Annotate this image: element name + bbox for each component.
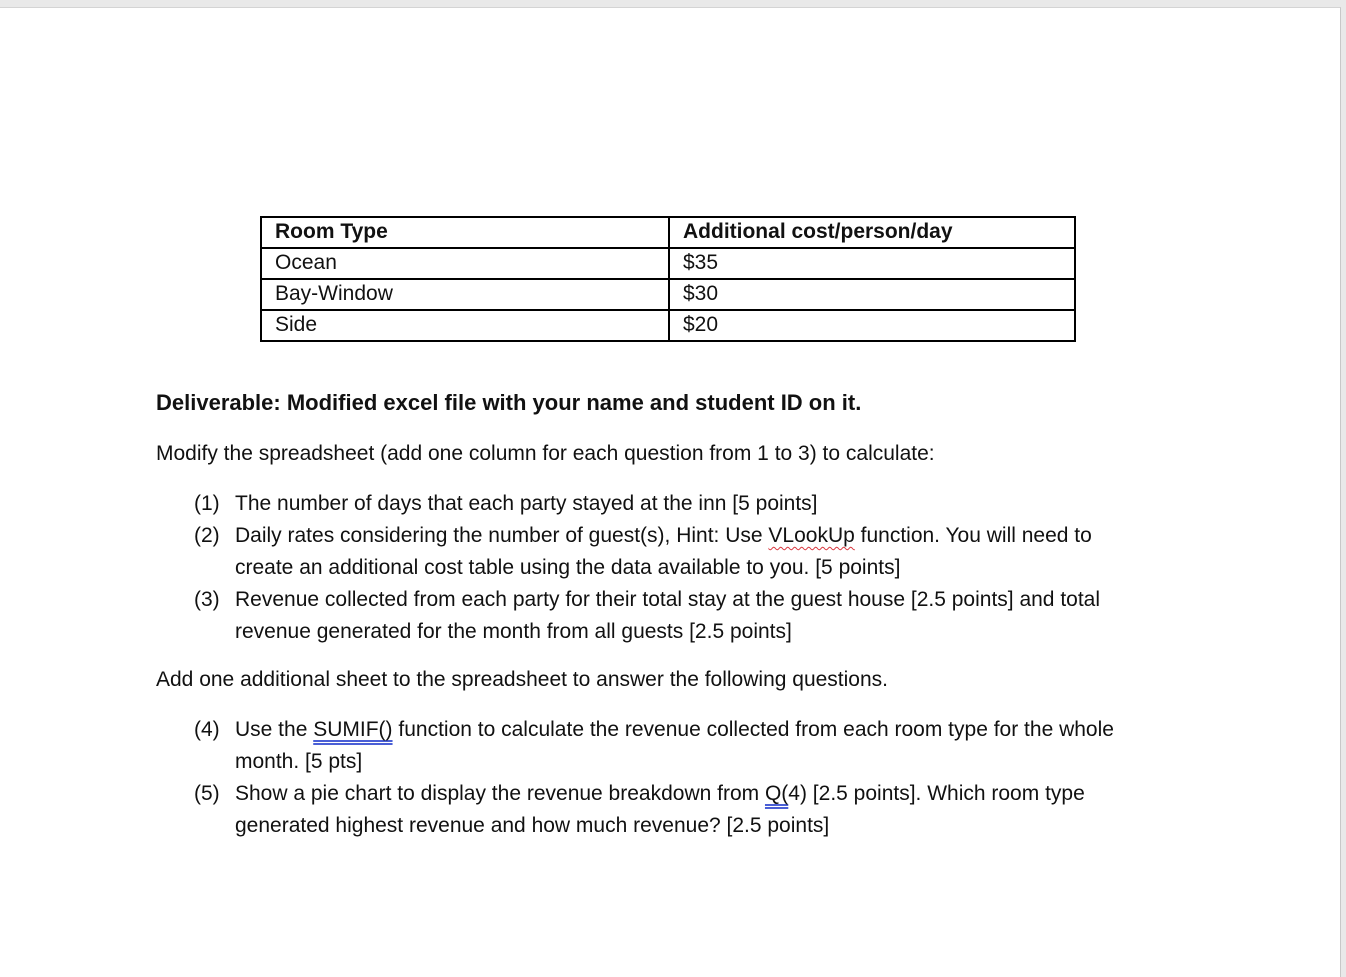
intro-paragraph: Modify the spreadsheet (add one column for each question from 1 to 3) to calculate: bbox=[156, 442, 935, 465]
question-list-part-1 bbox=[194, 488, 1194, 648]
room-type-cell: Ocean bbox=[261, 248, 669, 279]
text-fragment: function to calculate the revenue collected from each room type for the whole bbox=[392, 718, 1114, 741]
text-fragment: 4) [2.5 points]. Which room type bbox=[788, 782, 1085, 805]
deliverable-heading: Deliverable: Modified excel file with your name and student ID on it. bbox=[156, 390, 862, 415]
question-text-line-1 bbox=[235, 714, 1194, 746]
question-4 bbox=[194, 714, 1194, 778]
text-fragment: Daily rates considering the number of guest(s), Hint: Use bbox=[235, 524, 769, 547]
question-2 bbox=[194, 520, 1194, 584]
question-text-line-2: revenue generated for the month from all guests [2.5 points] bbox=[235, 620, 792, 643]
text-fragment: function. You will need to bbox=[854, 524, 1092, 547]
question-3 bbox=[194, 584, 1194, 648]
document-page bbox=[0, 7, 1341, 977]
question-number: (2) bbox=[194, 524, 220, 547]
question-text-line-2: month. [5 pts] bbox=[235, 750, 363, 773]
text-fragment: Show a pie chart to display the revenue breakdown from bbox=[235, 782, 765, 805]
header-additional-cost: Additional cost/person/day bbox=[669, 217, 1075, 248]
table-row bbox=[261, 310, 1075, 341]
additional-sheet-paragraph: Add one additional sheet to the spreadsheet to answer the following questions. bbox=[156, 668, 888, 691]
cost-cell: $20 bbox=[669, 310, 1075, 341]
question-text-line-1 bbox=[235, 520, 1194, 552]
table-header-row bbox=[261, 217, 1075, 248]
question-text-line-2: generated highest revenue and how much revenue? [2.5 points] bbox=[235, 814, 830, 837]
table-row bbox=[261, 279, 1075, 310]
room-type-cell: Side bbox=[261, 310, 669, 341]
question-text-line-1: Revenue collected from each party for their total stay at the guest house [2.5 points] and total bbox=[235, 588, 1101, 611]
text-fragment: Use the bbox=[235, 718, 314, 741]
question-1 bbox=[194, 488, 1194, 520]
grammar-flagged-word: SUMIF() bbox=[313, 718, 393, 741]
question-5 bbox=[194, 778, 1194, 842]
cost-cell: $30 bbox=[669, 279, 1075, 310]
question-list-part-2 bbox=[194, 714, 1194, 842]
question-text-line-2: create an additional cost table using the data available to you. [5 points] bbox=[235, 556, 901, 579]
header-room-type: Room Type bbox=[261, 217, 669, 248]
question-number: (1) bbox=[194, 492, 220, 515]
additional-cost-table bbox=[260, 216, 1076, 342]
spelling-flagged-word: VLookUp bbox=[768, 524, 855, 547]
cost-cell: $35 bbox=[669, 248, 1075, 279]
room-type-cell: Bay-Window bbox=[261, 279, 669, 310]
question-number: (4) bbox=[194, 718, 220, 741]
question-text: The number of days that each party stayed at the inn [5 points] bbox=[235, 492, 818, 515]
question-number: (5) bbox=[194, 782, 220, 805]
table-row bbox=[261, 248, 1075, 279]
grammar-flagged-word: Q( bbox=[764, 782, 789, 805]
question-number: (3) bbox=[194, 588, 220, 611]
question-text-line-1 bbox=[235, 778, 1194, 810]
